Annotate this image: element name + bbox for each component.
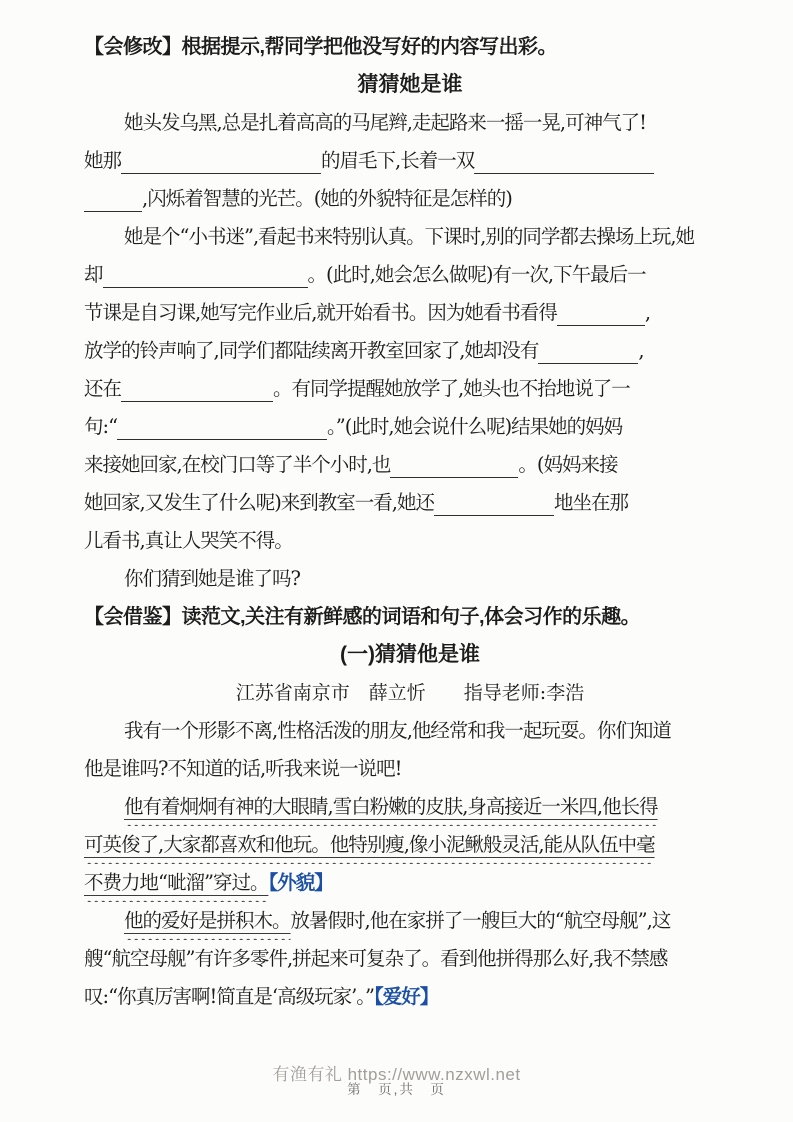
paragraph-line: [84, 522, 736, 560]
paragraph-line: [84, 788, 736, 826]
annotation-tag-appearance: 【外貌】: [268, 871, 333, 894]
paragraph-line: [84, 256, 736, 294]
line-text: 儿看书,真让人哭笑不得。: [84, 529, 293, 552]
line-text: 。(此时,她会怎么做呢)有一次,下午最后一: [307, 263, 646, 286]
line-text: 她头发乌黑,总是扎着高高的马尾辫,走起路来一摇一晃,可神气了!: [124, 111, 646, 134]
line-text: ,: [644, 301, 651, 324]
paragraph-line: [84, 142, 736, 180]
line-text: 却: [84, 263, 103, 286]
line-text: 还在: [84, 377, 122, 400]
paragraph-line: [84, 294, 736, 332]
line-text: 的眉毛下,长着一双: [321, 149, 475, 172]
line-text: 她那: [84, 149, 122, 172]
paragraph-line: [84, 864, 736, 902]
paragraph-line: [84, 370, 736, 408]
line-text: ,闪烁着智慧的光芒。(她的外貌特征是怎样的): [142, 187, 512, 210]
underlined-sentence: [124, 909, 291, 932]
paragraph-line: [84, 940, 736, 978]
line-text: 。(妈妈来接: [518, 453, 618, 476]
line-text: 她是个“小书迷”,看起书来特别认真。下课时,别的同学都去操场上玩,她: [124, 225, 695, 248]
paragraph-line: [84, 560, 736, 598]
line-text: 不费力地“呲溜”穿过。: [84, 871, 269, 894]
line-text: 放暑假时,他在家拼了一艘巨大的“航空母舰”,这: [290, 909, 671, 932]
paragraph-line: [84, 180, 736, 218]
line-text: 叹:“你真厉害啊!简直是‘高级玩家’。”: [84, 985, 374, 1008]
page-footer: [0, 1060, 793, 1098]
paragraph-line: [84, 712, 736, 750]
underlined-sentence: [84, 833, 655, 856]
fill-in-blank: [474, 147, 654, 174]
fill-in-blank: [434, 489, 554, 516]
paragraph-line: [84, 408, 736, 446]
underlined-sentence: [84, 871, 268, 894]
paragraph-line: [84, 218, 736, 256]
underlined-sentence: [124, 795, 658, 818]
page-number-info: 第 页,共 页: [347, 1082, 446, 1097]
section-revise-header: 【会修改】根据提示,帮同学把他没写好的内容写出彩。: [84, 36, 558, 58]
line-text: 地坐在那: [554, 491, 629, 514]
line-text: 来接她回家,在校门口等了半个小时,也: [84, 453, 391, 476]
line-text: ,: [638, 339, 644, 362]
fill-in-blank: [121, 375, 273, 402]
section-borrow-header: 【会借鉴】读范文,关注有新鲜感的词语和句子,体会习作的乐趣。: [84, 606, 641, 628]
line-text: 他的爱好是拼积木。: [124, 909, 291, 932]
paragraph-line: [84, 750, 736, 788]
worksheet-content: [84, 28, 736, 1016]
essay-subtitle-guess-him: (一)猜猜他是谁: [340, 643, 480, 666]
annotation-tag-hobby: 【爱好】: [374, 985, 439, 1008]
line-text: 她回家,又发生了什么呢)来到教室一看,她还: [84, 491, 435, 514]
paragraph-line: [84, 826, 736, 864]
line-text: 可英俊了,大家都喜欢和他玩。他特别瘦,像小泥鳅般灵活,能从队伍中毫: [84, 833, 655, 856]
line-text: 艘“航空母舰”有许多零件,拼起来可复杂了。看到他拼得那么好,我不禁感: [84, 947, 668, 970]
line-text: 句:“: [84, 415, 118, 438]
paragraph-line: [84, 484, 736, 522]
site-watermark: 有渔有礼 https://www.nzxwl.net: [272, 1065, 521, 1084]
paragraph-line: [84, 978, 736, 1016]
fill-in-blank: [103, 261, 308, 288]
line-text: 你们猜到她是谁了吗?: [124, 567, 300, 590]
essay-title-guess-her: 猜猜她是谁: [357, 73, 463, 96]
paragraph-line: [84, 332, 736, 370]
line-text: 。”(此时,她会说什么呢)结果她的妈妈: [327, 415, 623, 438]
paragraph-line: [84, 104, 736, 142]
fill-in-blank: [84, 185, 142, 212]
fill-in-blank: [557, 299, 645, 326]
line-text: 节课是自习课,她写完作业后,就开始看书。因为她看书看得: [84, 301, 557, 324]
fill-in-blank: [390, 451, 518, 478]
line-text: 他是谁吗?不知道的话,听我来说一说吧!: [84, 757, 402, 780]
fill-in-blank: [117, 413, 327, 440]
fill-in-blank: [121, 147, 321, 174]
paragraph-line: [84, 446, 736, 484]
author-byline: 江苏省南京市 薛立忻 指导老师:李浩: [235, 682, 585, 704]
line-text: 。有同学提醒她放学了,她头也不抬地说了一: [273, 377, 630, 400]
line-text: 放学的铃声响了,同学们都陆续离开教室回家了,她却没有: [84, 339, 539, 362]
line-text: 我有一个形影不离,性格活泼的朋友,他经常和我一起玩耍。你们知道: [124, 719, 671, 742]
paragraph-line: [84, 902, 736, 940]
fill-in-blank: [538, 337, 638, 364]
line-text: 他有着炯炯有神的大眼睛,雪白粉嫩的皮肤,身高接近一米四,他长得: [124, 795, 658, 818]
